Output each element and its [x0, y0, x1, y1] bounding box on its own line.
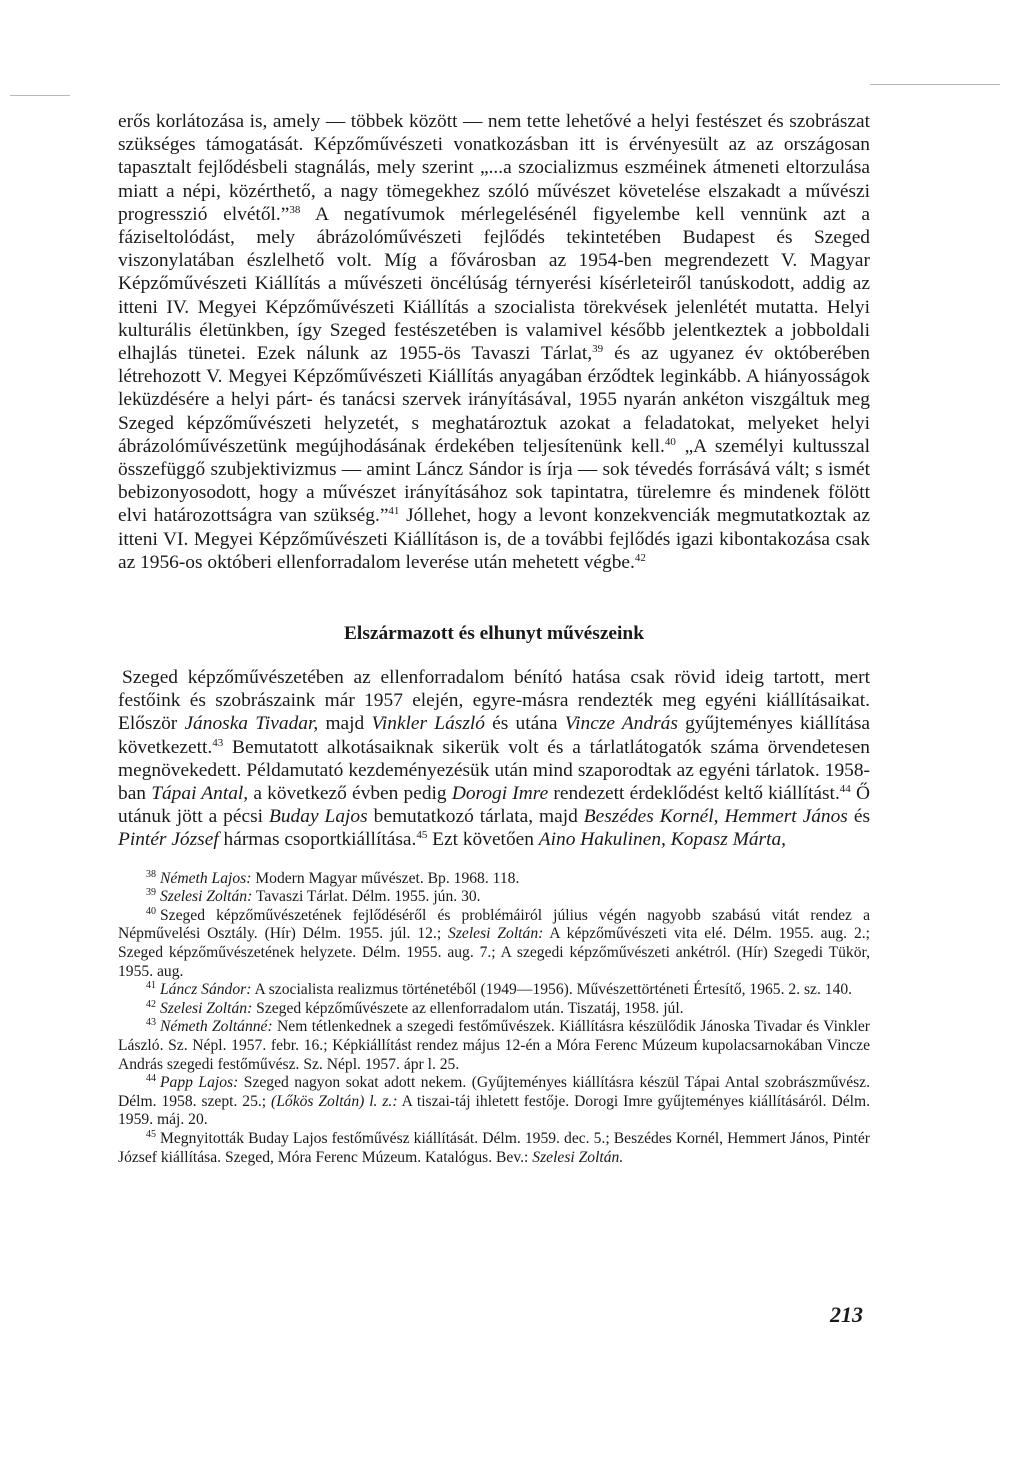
footnote-45 [118, 1130, 870, 1167]
artist-name: Vincze András [564, 713, 678, 735]
body-text-segment: hármas csoportkiállítása. [218, 829, 417, 851]
body-text-segment: erős korlátozása is, amely — többek között — nem tette lehetővé a helyi festészet és szobrászat szükséges támogatását. Képzőművészeti vonatkozásban itt is érvényesült az az országosan tapasztalt fejlődésbeli stagnálás, mely szerint „...a szocializmus eszméinek átmeneti eltorzulása miatt a népi, közérthető, a nagy tömegekhez szóló művészet követelése elszakadt a művészi progresszió elvétől.” [118, 111, 870, 225]
footnote-ref-39: 39 [592, 343, 604, 356]
body-text-segment: Bemutatott alkotásaiknak sikerük volt és a tárlatlátogatók száma örvendetesen megnövekedett. Példamutató kezdeményezésük után mind szaporodtak az egyéni tárlatok. 1958-ban [118, 736, 870, 805]
body-text-segment: és az ugyanez év októberében létrehozott V. Megyei Képzőművészeti Kiállítás anyagában érződtek leginkább. A hiányosságok leküzdésére a helyi párt- és tanácsi szervek irányításával, 1955 nyarán ankéton viszgáltuk meg Szeged képzőművészeti helyzetét, s meghatároztuk azokat a feladatokat, melyeket helyi ábrázolóművészetünk megújhodásának érdekében teljesítenünk kell. [118, 343, 871, 457]
body-text-segment: a következő évben pedig [248, 783, 452, 805]
footnote-text: Szeged nagyon sokat adott nekem. (Gyűjteményes kiállításra készül Tápai Antal szobrászművész. Délm. 1958. szept. 25.; [118, 1074, 870, 1110]
artist-name: Pintér József [118, 829, 219, 851]
footnote-41 [118, 981, 870, 1000]
footnote-text: Tavaszi Tárlat. Délm. 1955. jún. 30. [252, 888, 481, 906]
footnote-39 [118, 888, 870, 907]
footnote-text: Modern Magyar művészet. Bp. 1968. 118. [251, 869, 520, 887]
body-text-segment: és [847, 806, 870, 828]
artist-name: Dorogi Imre [451, 783, 549, 805]
body-text-segment: rendezett érdeklődést keltő kiállítást. [548, 783, 840, 805]
body-paragraph-1 [118, 110, 870, 574]
body-text-segment: A negatívumok mérlegelésénél figyelembe kell vennünk azt a fáziseltolódást, mely ábrázolóművészeti fejlődés tekintetében Budapest és Szeged viszonylatában észlelhető volt. Míg a fővárosban az 1954-ben megrendezett V. Magyar Képzőművészeti Kiállítás a művészeti öncélúság térnyerési kísérleteiről tanúskodott, addig az itteni IV. Megyei Képzőművészeti Kiállítás a szocialista törekvések jelenlétét mutatta. Helyi kulturális életünkben, így Szeged festészetében is valamivel később jelentkeztek a jobboldali elhajlás tünetei. Ezek nálunk az 1955-ös Tavaszi Tárlat, [118, 203, 870, 365]
scan-artifact-line-left [10, 95, 70, 96]
footnote-number: 41 [146, 980, 156, 992]
footnote-ref-38: 38 [289, 203, 301, 216]
footnote-author: Németh Zoltánné: [160, 1018, 273, 1036]
artist-name: Buday Lajos [269, 806, 368, 828]
footnote-number: 45 [146, 1129, 156, 1140]
body-text-segment: Jóllehet, hogy a levont konzekvenciák megmutatkoztak az itteni VI. Megyei Képzőművészeti Kiállításon is, de a további fejlődés igazi kibontakozása csak az 1956-os októberi ellenforradalom leverése után mehetett végbe. [118, 505, 870, 573]
footnote-author: (Lőkös Zoltán) l. z.: [271, 1092, 398, 1110]
footnote-ref-44: 44 [839, 783, 851, 796]
footnote-43 [118, 1018, 870, 1074]
section-heading: Elszármazott és elhunyt művészeink [344, 623, 644, 645]
artist-name: Tápai Antal, [151, 783, 249, 805]
footnote-44 [118, 1074, 870, 1130]
footnote-author: Szelesi Zoltán. [532, 1148, 624, 1166]
footnote-author: Szelesi Zoltán: [448, 925, 544, 943]
body-text-segment: „A személyi kultusszal összefüggő szubjektivizmus — amint Láncz Sándor is írja — sok tévedés forrásává vált; s ismét bebizonyosodott, hogy a művészet irányításához sok tapintatra, türelemre és mindenek fölött elvi határozottságra van szükség.” [118, 435, 871, 527]
footnote-38 [118, 870, 870, 889]
body-text-segment: gyűjteményes kiállítása következett. [118, 713, 870, 758]
footnote-author: Papp Lajos: [160, 1074, 239, 1092]
page-number: 213 [830, 1302, 863, 1327]
footnote-author: Szelesi Zoltán: [160, 888, 253, 906]
footnote-ref-45: 45 [416, 829, 428, 842]
footnote-author: Szelesi Zoltán: [160, 999, 253, 1017]
footnote-number: 38 [146, 868, 156, 880]
footnote-ref-42: 42 [634, 551, 646, 564]
body-text-segment: Ezt követően [427, 829, 539, 851]
footnote-number: 43 [146, 1017, 156, 1029]
body-paragraph-2 [118, 666, 870, 852]
footnote-ref-41: 41 [388, 505, 400, 518]
footnote-ref-40: 40 [664, 435, 676, 448]
artist-name: Aino Hakulinen, Kopasz Márta, [538, 829, 787, 851]
footnote-text: A tiszai-táj ihletett festője. Dorogi Imre gyűjteményes kiállításáról. Délm. 1959. máj. 20. [118, 1092, 870, 1129]
footnote-number: 42 [146, 998, 156, 1010]
page-content [118, 110, 870, 1167]
scan-artifact-line-right [870, 84, 1000, 85]
body-text-segment: majd [318, 713, 372, 735]
body-text-segment: Szeged képzőművészetében az ellenforradalom bénító hatása csak rövid ideig tartott, mert festőink és szobrászaink már 1957 elején, egyre-másra rendezték meg egyéni kiállításaikat. Először [118, 667, 870, 735]
body-text-segment: Ő utánuk jött a pécsi [118, 783, 870, 828]
artist-name: Jánoska Tivadar, [184, 713, 319, 735]
footnote-author: Németh Lajos: [160, 869, 252, 887]
footnotes-section [118, 870, 870, 1168]
footnote-number: 44 [146, 1073, 156, 1085]
footnote-text: A képzőművészeti vita elé. Délm. 1955. aug. 2.; Szeged képzőművészetének helyzete. Délm. 1955. aug. 7.; A szegedi képzőművészeti ankétról. (Hír) Szegedi Tükör, 1955. aug. [118, 925, 870, 980]
footnote-number: 39 [146, 887, 156, 899]
footnote-40 [118, 907, 870, 981]
footnote-text: Szeged képzőművészetének fejlődéséről és problémáiról július végén nagyobb szabású vitát rendez a Népművelési Osztály. (Hír) Délm. 1955. júl. 12.; [118, 906, 870, 943]
artist-name: Beszédes Kornél, Hemmert János [583, 806, 848, 828]
footnote-ref-43: 43 [212, 736, 224, 749]
body-text-segment: bemutatkozó tárlata, majd [367, 806, 584, 828]
artist-name: Vinkler László [371, 713, 485, 735]
footnote-42 [118, 1000, 870, 1019]
footnote-number: 40 [146, 905, 156, 917]
footnote-text: Megnyitották Buday Lajos festőművész kiállítását. Délm. 1959. dec. 5.; Beszédes Kornél, Hemmert János, Pintér József kiállítása. Szeged, Móra Ferenc Múzeum. Katalógus. Bev.: [118, 1130, 870, 1166]
body-text-segment: és utána [484, 713, 565, 735]
footnote-author: Láncz Sándor: [160, 981, 252, 999]
footnote-text: Szeged képzőművészete az ellenforradalom után. Tiszatáj, 1958. júl. [252, 999, 684, 1017]
footnote-text: A szocialista realizmus történetéből (1949—1956). Művészettörténeti Értesítő, 1965. 2. sz. 140. [251, 981, 853, 999]
footnote-text: Nem tétlenkednek a szegedi festőművészek. Kiállításra készülődik Jánoska Tivadar és Vinkler László. Sz. Népl. 1957. febr. 16.; Képkiállítást rendez május 12-én a Móra Ferenc Múzeum kupolacsarnokában Vincze András szegedi festőművész. Sz. Népl. 1957. ápr l. 25. [118, 1018, 870, 1073]
